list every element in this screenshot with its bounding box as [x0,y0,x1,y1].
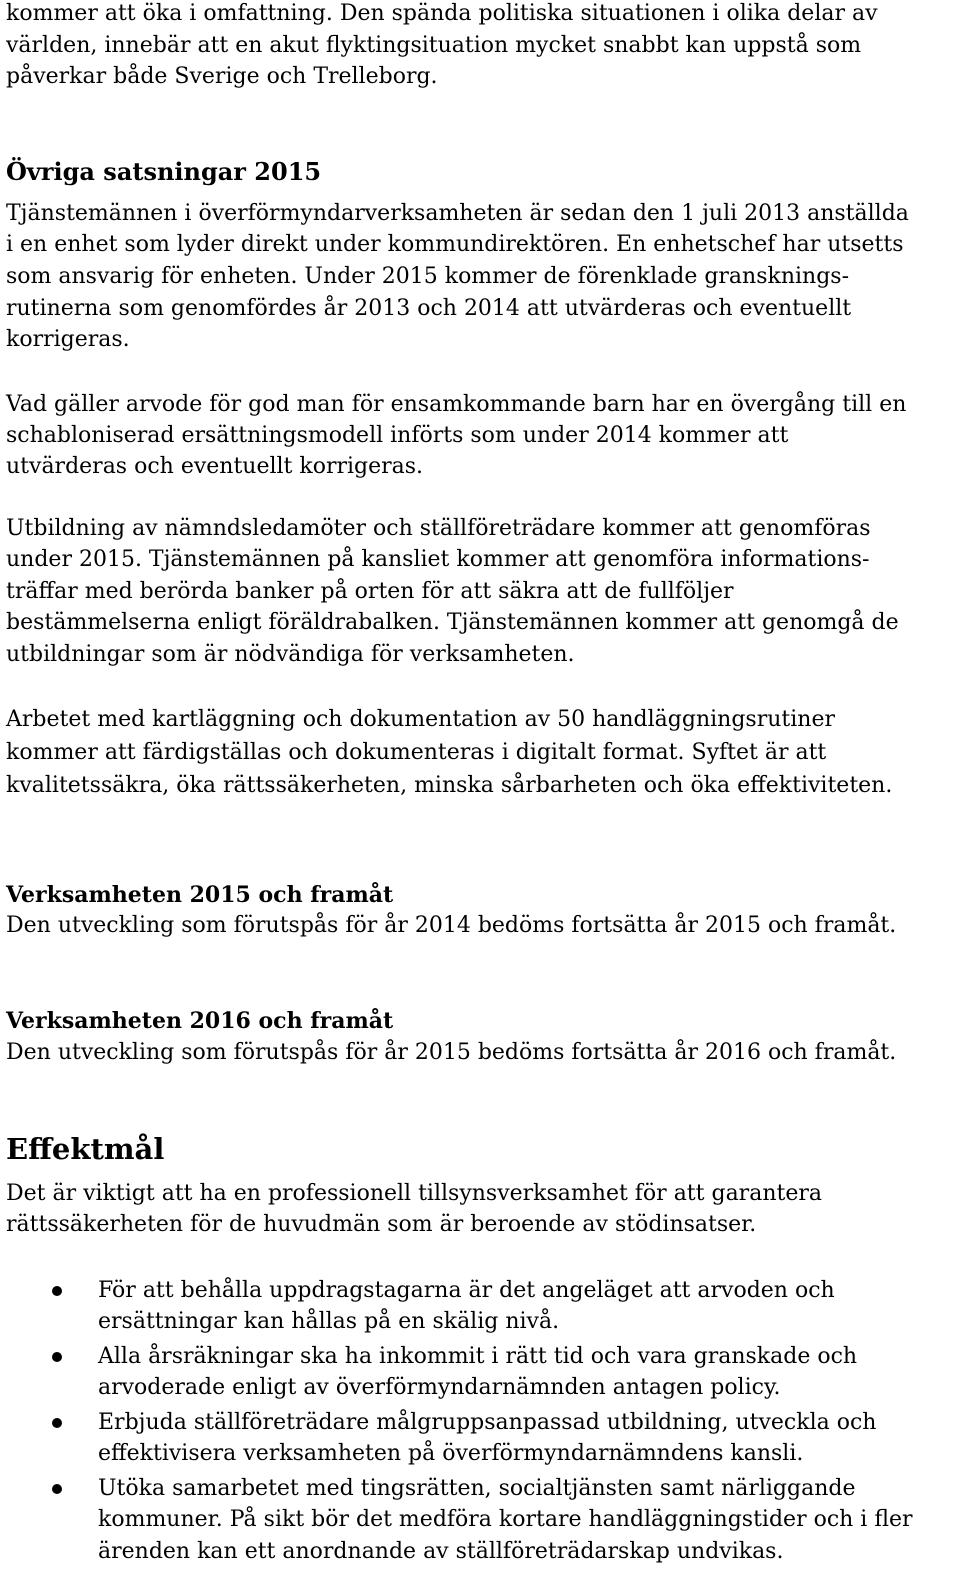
list-item-line: arvoderade enligt av överförmyndarnämnden antagen policy. [98,1375,781,1400]
intro-line: påverkar både Sverige och Trelleborg. [6,64,438,89]
paragraph-line: rutinerna som genomfördes år 2013 och 2014 att utvärderas och eventuellt [6,296,852,321]
paragraph-line: utvärderas och eventuellt korrigeras. [6,454,424,479]
bullet-icon [52,1418,62,1428]
paragraph-line: utbildningar som är nödvändiga för verksamheten. [6,642,575,667]
section-heading-ovriga: Övriga satsningar 2015 [6,157,322,186]
list-item-line: kommuner. På sikt bör det medföra kortare handläggningstider och i fler [98,1507,913,1532]
paragraph-line: som ansvarig för enheten. Under 2015 kommer de förenklade gransknings- [6,264,850,289]
paragraph-line: Vad gäller arvode för god man för ensamkommande barn har en övergång till en [6,392,907,417]
paragraph-line: schabloniserad ersättningsmodell införts som under 2014 kommer att [6,423,789,448]
paragraph-line: rättssäkerheten för de huvudmän som är beroende av stödinsatser. [6,1212,757,1237]
paragraph-line: kvalitetssäkra, öka rättssäkerheten, minska sårbarheten och öka effektiviteten. [6,773,893,798]
bullet-icon [52,1352,62,1362]
intro-line: världen, innebär att en akut flyktingsituation mycket snabbt kan uppstå som [6,33,862,58]
intro-line: kommer att öka i omfattning. Den spända politiska situationen i olika delar av [6,1,878,26]
list-item-line: ersättningar kan hållas på en skälig nivå. [98,1309,560,1334]
paragraph-line: Utbildning av nämndsledamöter och ställföreträdare kommer att genomföras [6,516,871,541]
section-heading-v2016: Verksamheten 2016 och framåt [6,1008,394,1034]
paragraph-line: träffar med berörda banker på orten för att säkra att de fullföljer [6,579,734,604]
paragraph-line: Den utveckling som förutspås för år 2015 bedöms fortsätta år 2016 och framåt. [6,1040,897,1065]
list-item-line: effektivisera verksamheten på överförmyndarnämndens kansli. [98,1441,804,1466]
list-item-line: Erbjuda ställföreträdare målgruppsanpassad utbildning, utveckla och [98,1410,877,1435]
bullet-icon [52,1286,62,1296]
paragraph-line: under 2015. Tjänstemännen på kansliet kommer att genomföra informations- [6,547,870,572]
paragraph-line: Det är viktigt att ha en professionell tillsynsverksamhet för att garantera [6,1181,822,1206]
section-heading-v2015: Verksamheten 2015 och framåt [6,882,394,908]
paragraph-line: kommer att färdigställas och dokumenteras i digitalt format. Syftet är att [6,740,827,765]
list-item-line: För att behålla uppdragstagarna är det angeläget att arvoden och [98,1278,835,1303]
paragraph-line: i en enhet som lyder direkt under kommundirektören. En enhetschef har utsetts [6,232,904,257]
paragraph-line: Arbetet med kartläggning och dokumentation av 50 handläggningsrutiner [6,707,835,732]
paragraph-line: Den utveckling som förutspås för år 2014 bedöms fortsätta år 2015 och framåt. [6,913,897,938]
paragraph-line: korrigeras. [6,327,130,352]
list-item-line: ärenden kan ett anordnande av ställföreträdarskap undvikas. [98,1539,784,1564]
paragraph-line: Tjänstemännen i överförmyndarverksamheten är sedan den 1 juli 2013 anställda [6,201,909,226]
list-item-line: Alla årsräkningar ska ha inkommit i rätt tid och vara granskade och [98,1344,858,1369]
bullet-icon [52,1484,62,1494]
section-heading-effektmal: Effektmål [6,1132,165,1166]
list-item-line: Utöka samarbetet med tingsrätten, socialtjänsten samt närliggande [98,1476,856,1501]
paragraph-line: bestämmelserna enligt föräldrabalken. Tjänstemännen kommer att genomgå de [6,610,899,635]
